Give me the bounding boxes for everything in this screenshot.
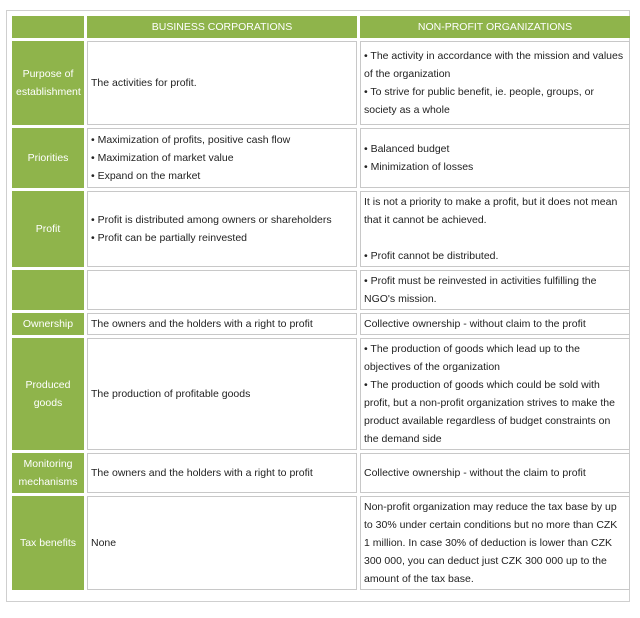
cell-text: • The production of goods which lead up to the objectives of the organization [364,343,580,373]
header-corner [12,16,84,38]
cell-business-ownership [87,313,357,335]
table-row [12,270,630,310]
table-row [12,313,630,335]
cell-business-tax-benefits [87,496,357,590]
cell-text: • Maximization of profits, positive cash flow [91,134,291,146]
cell-text: None [91,537,117,549]
row-label-profit: Profit [12,191,84,267]
cell-business-priorities [87,128,357,188]
cell-text: • Profit cannot be distributed. [364,250,499,262]
cell-text: Collective ownership - without claim to the profit [364,318,586,330]
cell-text: • To strive for public benefit, ie. people, groups, or society as a whole [364,86,594,116]
cell-text: It is not a priority to make a profit, but it does not mean that it cannot be achieved. [364,196,618,226]
row-label-tax-benefits: Tax benefits [12,496,84,590]
cell-text: • Expand on the market [91,170,201,182]
cell-text: The activities for profit. [91,77,197,89]
cell-text: • Profit must be reinvested in activities fulfilling the NGO's mission. [364,275,597,305]
row-label-purpose: Purpose of establishment [12,41,84,125]
cell-nonprofit-reinvest [360,270,630,310]
cell-text: • Balanced budget [364,143,450,155]
row-label-monitoring: Monitoring mechanisms [12,453,84,493]
cell-nonprofit-produced-goods [360,338,630,450]
cell-text: • The activity in accordance with the mission and values of the organization [364,50,624,80]
table-row [12,128,630,188]
cell-business-produced-goods [87,338,357,450]
table-row [12,496,630,590]
line-gap [364,229,626,247]
cell-nonprofit-priorities [360,128,630,188]
cell-business-monitoring [87,453,357,493]
cell-nonprofit-profit [360,191,630,267]
cell-text: • Profit is distributed among owners or shareholders [91,214,332,226]
table-row [12,41,630,125]
cell-text: Collective ownership - without the claim to profit [364,467,586,479]
cell-text: Non-profit organization may reduce the tax base by up to 30% under certain conditions but no more than CZK 1 million. In case 30% of deduction is lower than CZK 300 000, you can deduct just CZK 300 000 up to the amount of the tax base. [364,501,618,585]
cell-business-profit [87,191,357,267]
cell-text: The owners and the holders with a right to profit [91,318,313,330]
cell-nonprofit-purpose [360,41,630,125]
row-label-produced-goods: Produced goods [12,338,84,450]
cell-text: • Maximization of market value [91,152,234,164]
cell-text: • The production of goods which could be sold with profit, but a non-profit organization strives to make the product available regardless of budget constraints on the demand side [364,379,615,445]
cell-text: The production of profitable goods [91,388,251,400]
row-label-priorities: Priorities [12,128,84,188]
row-label-ownership: Ownership [12,313,84,335]
cell-text: • Minimization of losses [364,161,474,173]
header-business-corporations: BUSINESS CORPORATIONS [87,16,357,38]
cell-business-purpose [87,41,357,125]
row-label-empty [12,270,84,310]
table-row [12,338,630,450]
header-non-profit-organizations: NON-PROFIT ORGANIZATIONS [360,16,630,38]
cell-text: • Profit can be partially reinvested [91,232,248,244]
header-row [12,16,630,38]
table-row [12,453,630,493]
table-row [12,191,630,267]
cell-business-empty [87,270,357,310]
cell-nonprofit-ownership [360,313,630,335]
cell-nonprofit-tax-benefits [360,496,630,590]
cell-text: The owners and the holders with a right to profit [91,467,313,479]
comparison-table [9,13,633,593]
cell-nonprofit-monitoring [360,453,630,493]
